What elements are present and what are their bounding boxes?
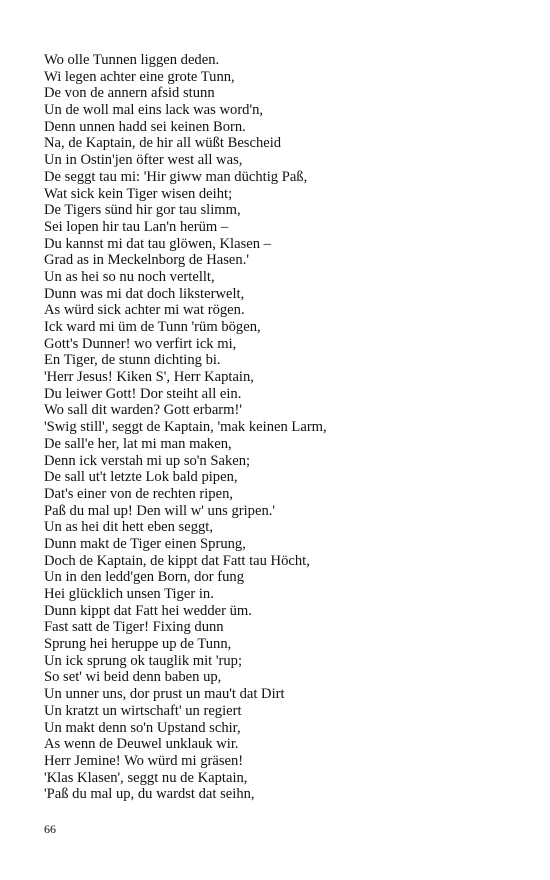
poem-line: Sprung hei heruppe up de Tunn, [44, 636, 232, 653]
poem-text [44, 52, 327, 803]
poem-line: Un de woll mal eins lack was word'n, [44, 102, 264, 119]
poem-line: De Tigers sünd hir gor tau slimm, [44, 202, 241, 219]
poem-line: De von de annern afsid stunn [44, 85, 215, 102]
poem-line: Un ick sprung ok tauglik mit 'rup; [44, 652, 243, 669]
poem-line: Wo sall dit warden? Gott erbarm!' [44, 402, 242, 419]
poem-line: Hei glücklich unsen Tiger in. [44, 586, 214, 602]
poem-line: De seggt tau mi: 'Hir giww man düchtig Paß, [44, 168, 308, 185]
poem-line: Un makt denn so'n Upstand schir, [44, 719, 241, 736]
poem-line: Wo olle Tunnen liggen deden. [44, 52, 220, 68]
poem-line: 'Swig still', seggt de Kaptain, 'mak keinen Larm, [44, 419, 327, 436]
poem-line: Dat's einer von de rechten ripen, [44, 485, 234, 502]
poem-line: Wi legen achter eine grote Tunn, [44, 68, 235, 85]
poem-line: Dunn kippt dat Fatt hei wedder üm. [44, 602, 252, 619]
poem-line: Denn unnen hadd sei keinen Born. [44, 118, 246, 135]
poem-line: Wat sick kein Tiger wisen deiht; [44, 185, 233, 202]
page-number: 66 [44, 822, 56, 836]
poem-line: 'Klas Klasen', seggt nu de Kaptain, [44, 769, 248, 786]
poem-line: Un kratzt un wirtschaft' un regiert [44, 702, 242, 719]
poem-line: De sall'e her, lat mi man maken, [44, 435, 232, 452]
poem-line: Herr Jemine! Wo würd mi gräsen! [44, 752, 244, 769]
poem-line: Na, de Kaptain, de hir all wüßt Bescheid [44, 135, 282, 152]
poem-line: Un in den ledd'gen Born, dor fung [44, 569, 245, 586]
poem-line: Doch de Kaptain, de kippt dat Fatt tau Höcht, [44, 552, 310, 569]
poem-line: Un unner uns, dor prust un mau't dat Dirt [44, 686, 285, 703]
poem-line: Denn ick verstah mi up so'n Saken; [44, 452, 251, 469]
poem-line: Dunn was mi dat doch liksterwelt, [44, 285, 245, 302]
poem-line: Sei lopen hir tau Lan'n herüm – [44, 218, 229, 235]
poem-line: As wenn de Deuwel unklauk wir. [44, 736, 239, 753]
poem-line: So set' wi beid denn baben up, [44, 669, 222, 686]
poem-line: Grad as in Meckelnborg de Hasen.' [44, 252, 249, 269]
poem-line: As würd sick achter mi wat rögen. [44, 302, 245, 319]
poem-line: Du kannst mi dat tau glöwen, Klasen – [44, 235, 271, 252]
poem-line: 'Paß du mal up, du wardst dat seihn, [44, 786, 255, 803]
poem-line: Dunn makt de Tiger einen Sprung, [44, 535, 246, 552]
poem-line: Un in Ostin'jen öfter west all was, [44, 152, 243, 169]
poem-line: Paß du mal up! Den will w' uns gripen.' [44, 502, 276, 519]
poem-line: Fast satt de Tiger! Fixing dunn [44, 619, 224, 636]
poem-line: Ick ward mi üm de Tunn 'rüm bögen, [44, 319, 261, 335]
poem-line: Gott's Dunner! wo verfirt ick mi, [44, 335, 237, 352]
poem-line: Un as hei dit hett eben seggt, [44, 519, 214, 536]
poem-line: Un as hei so nu noch vertellt, [44, 268, 215, 285]
poem-line: Du leiwer Gott! Dor steiht all ein. [44, 385, 242, 402]
poem-line: 'Herr Jesus! Kiken S', Herr Kaptain, [44, 369, 254, 386]
poem-line: En Tiger, de stunn dichting bi. [44, 352, 221, 369]
poem-line: De sall ut't letzte Lok bald pipen, [44, 469, 238, 486]
